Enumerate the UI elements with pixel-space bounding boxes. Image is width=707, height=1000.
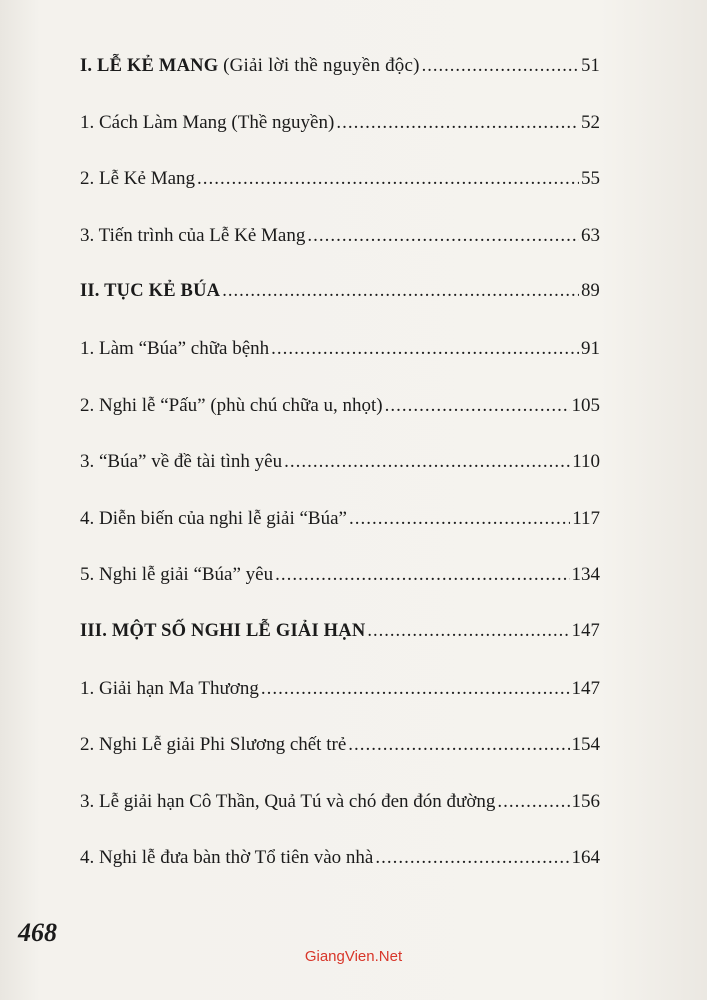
toc-entry-page: 51	[581, 56, 600, 76]
toc-entry	[80, 847, 600, 904]
toc-entry	[80, 451, 600, 508]
toc-entry-page: 110	[572, 451, 600, 473]
toc-entry-page: 164	[571, 847, 600, 869]
toc-entry	[80, 395, 600, 452]
dot-leader	[385, 395, 570, 417]
toc-entry-title: 5. Nghi lễ giải “Búa” yêu	[80, 564, 274, 586]
toc-entry	[80, 678, 600, 735]
toc-section-entry	[80, 55, 600, 112]
toc-entry-page: 134	[571, 564, 600, 586]
dot-leader	[497, 791, 569, 813]
toc-entry-title: 4. Diễn biến của nghi lễ giải “Búa”	[80, 507, 347, 529]
dot-leader	[336, 112, 579, 134]
toc-entry-title: 3. “Búa” về đề tài tình yêu	[80, 451, 283, 473]
toc-entry-page: 89	[581, 281, 600, 302]
toc-entry-page: 156	[571, 790, 600, 812]
toc-entry	[80, 225, 600, 282]
dot-leader	[271, 338, 579, 360]
toc-entry-page: 154	[571, 734, 600, 756]
dot-leader	[275, 564, 569, 586]
toc-entry-title: II. TỤC KẺ BÚA	[80, 281, 221, 302]
toc-entry	[80, 338, 600, 395]
dot-leader	[348, 734, 569, 756]
toc-entry-page: 55	[581, 168, 600, 190]
dot-leader	[307, 225, 579, 247]
page-number: 468	[18, 918, 57, 947]
toc-entry	[80, 112, 600, 169]
toc-entry-page: 52	[581, 111, 600, 133]
dot-leader	[375, 847, 569, 869]
dot-leader	[222, 281, 579, 302]
toc-entry-title: III. MỘT SỐ NGHI LỄ GIẢI HẠN	[80, 620, 366, 641]
toc-entry-title: 2. Nghi Lễ giải Phi Slương chết trẻ	[80, 734, 347, 756]
toc-entry	[80, 508, 600, 565]
dot-leader	[367, 621, 569, 642]
toc-entry-title: 1. Cách Làm Mang (Thề nguyền)	[80, 111, 335, 133]
toc-entry-page: 91	[581, 337, 600, 359]
toc-entry	[80, 734, 600, 791]
watermark: GiangVien.Net	[304, 948, 403, 965]
toc-entry-title: 2. Lễ Kẻ Mang	[80, 168, 196, 190]
toc-entry-page: 63	[581, 224, 600, 246]
toc-entry-page: 147	[571, 620, 600, 641]
toc-entry-title: 1. Làm “Búa” chữa bệnh	[80, 337, 270, 359]
table-of-contents	[80, 55, 600, 904]
toc-entry-page: 105	[571, 394, 600, 416]
dot-leader	[261, 678, 570, 700]
toc-section-entry	[80, 281, 600, 338]
dot-leader	[349, 508, 570, 530]
toc-entry-title: I. LỄ KẺ MANG (Giải lời thề nguyền độc)	[80, 55, 420, 76]
toc-entry-page: 147	[571, 677, 600, 699]
toc-entry-title: 3. Tiến trình của Lễ Kẻ Mang	[80, 224, 306, 246]
dot-leader	[422, 56, 579, 77]
toc-entry	[80, 168, 600, 225]
toc-entry-title: 3. Lễ giải hạn Cô Thần, Quả Tú và chó đen đón đường	[80, 790, 496, 812]
toc-entry-page: 117	[572, 507, 600, 529]
toc-entry-title: 1. Giải hạn Ma Thương	[80, 677, 259, 699]
dot-leader	[197, 168, 579, 190]
toc-entry-title: 2. Nghi lễ “Pấu” (phù chú chữa u, nhọt)	[80, 394, 383, 416]
toc-entry-title: 4. Nghi lễ đưa bàn thờ Tổ tiên vào nhà	[80, 847, 374, 869]
toc-entry	[80, 564, 600, 621]
toc-entry	[80, 791, 600, 848]
toc-section-entry	[80, 621, 600, 678]
dot-leader	[284, 451, 570, 473]
